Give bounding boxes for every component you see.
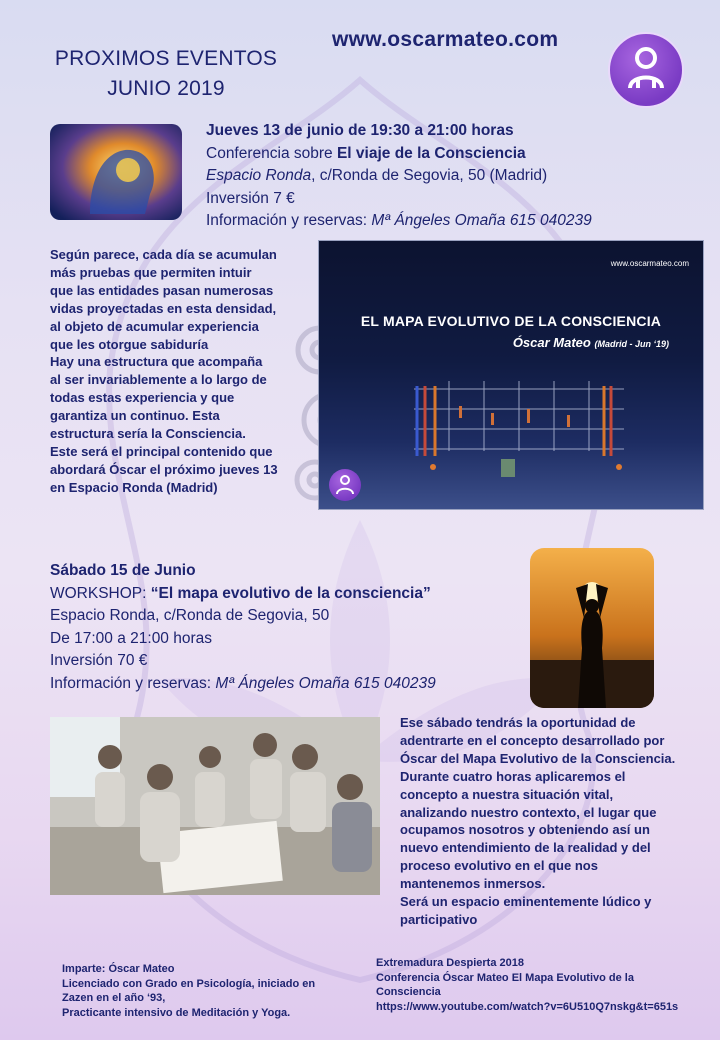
event1-info [206,210,592,233]
event1-info-contact: Mª Ángeles Omaña 615 040239 [371,212,592,229]
consciousness-image [50,124,182,220]
event1-info-prefix: Información y reservas: [206,212,372,229]
desc1-line: en Espacio Ronda (Madrid) [50,479,218,495]
event2-workshop-title: “El mapa evolutivo de la consciencia” [150,584,431,602]
event2-date: Sábado 15 de Junio [50,562,196,579]
event2-hours: De 17:00 a 21:00 horas [50,629,213,647]
event2-workshop [50,583,436,606]
page-title [36,44,296,104]
title-line-2: JUNIO 2019 [107,77,225,100]
meditation-sunset-image [530,548,654,708]
desc1-line: garantiza un continuo. Esta [50,408,220,424]
desc1-line: que las entidades pasan numerosas [50,282,274,298]
bio-line: Zazen en el año ‘93, [62,992,166,1004]
desc2-line: nuevo entendimiento de la realidad y del [400,840,651,856]
slide-url: www.oscarmateo.com [610,259,689,268]
event1-conf-prefix: Conferencia sobre [206,144,337,162]
slide-author-detail: (Madrid - Jun ‘19) [594,339,669,349]
desc2-line: Será un espacio eminentemente lúdico y [400,894,652,910]
event2-info [50,673,436,696]
site-url-link[interactable]: www.oscarmateo.com [332,28,559,51]
desc1-line: Según parece, cada día se acumulan [50,247,277,262]
presentation-slide [318,240,704,510]
slide-title: EL MAPA EVOLUTIVO DE LA CONSCIENCIA [360,313,662,329]
desc2-line: Ese sábado tendrás la oportunidad de [400,715,636,730]
event1-venue [206,165,592,188]
event1-price: Inversión 7 € [206,189,295,207]
desc2-line: concepto a nuestra situación vital, [400,786,614,802]
desc2-line: adentrarte en el concepto desarrollado por [400,732,665,748]
desc1-line: más pruebas que permiten intuir [50,264,252,280]
event1-venue-address: , c/Ronda de Segovia, 50 (Madrid) [311,167,548,184]
event2-workshop-prefix: WORKSHOP: [50,584,151,602]
event1-description [50,246,298,497]
slide-author [513,335,669,350]
desc1-line: que les otorgue sabiduría [50,336,209,352]
event1-details [206,120,592,233]
ref-line: Extremadura Despierta 2018 [376,957,524,969]
desc1-line: estructura sería la Consciencia. [50,426,246,442]
slide-author-name: Óscar Mateo [512,335,591,350]
desc2-line: ocupamos nosotros y obteniendo así un [400,822,650,838]
video-link[interactable]: https://www.youtube.com/watch?v=6U510Q7nskg&t=651s [376,1000,679,1013]
slide-grid-diagram [379,351,639,481]
event2-description [400,714,700,929]
event2-details [50,560,436,695]
event1-conf-title: El viaje de la Consciencia [336,144,526,162]
desc1-line: vidas proyectadas en esta densidad, [50,300,277,316]
ref-line: Conferencia Óscar Mateo El Mapa Evolutivo de la [376,971,634,984]
desc1-line: al objeto de acumular experiencia [50,318,259,334]
desc1-line: Este será el principal contenido que [50,443,273,459]
bio-line: Practicante intensivo de Meditación y Yoga. [62,1006,291,1019]
desc2-line: analizando nuestro contexto, el lugar que [400,804,657,820]
event1-venue-name: Espacio Ronda [206,167,312,184]
event2-info-contact: Mª Ángeles Omaña 615 040239 [215,674,436,692]
person-in-circle-icon [608,32,684,108]
event1-date: Jueves 13 de junio de 19:30 a 21:00 horas [206,122,514,139]
desc2-line: Óscar del Mapa Evolutivo de la Consciencia. [400,750,676,766]
slide-logo-icon [329,469,361,501]
workshop-group-photo [50,717,380,895]
ref-line: Consciencia [376,986,441,998]
desc2-line: mantenemos inmersos. [400,876,546,892]
desc1-line: todas estas experiencia y que [50,390,235,406]
desc1-line: abordará Óscar el próximo jueves 13 [50,461,278,477]
instructor-bio [62,962,315,1020]
event1-conference [206,143,592,166]
event2-venue: Espacio Ronda, c/Ronda de Segovia, 50 [50,607,330,624]
desc2-line: Durante cuatro horas aplicaremos el [400,768,626,784]
bio-line: Licenciado con Grado en Psicología, iniciado en [62,977,316,990]
desc2-line: proceso evolutivo en el que nos [400,858,598,874]
title-line-1: PROXIMOS EVENTOS [54,47,278,70]
desc2-line: participativo [400,911,478,927]
event2-price: Inversión 70 € [50,652,148,669]
event2-info-prefix: Información y reservas: [50,674,216,692]
bio-line: Imparte: Óscar Mateo [62,963,175,975]
video-reference [376,956,678,1014]
desc1-line: al ser invariablemente a lo largo de [50,372,267,388]
desc1-line: Hay una estructura que acompaña [50,354,263,370]
